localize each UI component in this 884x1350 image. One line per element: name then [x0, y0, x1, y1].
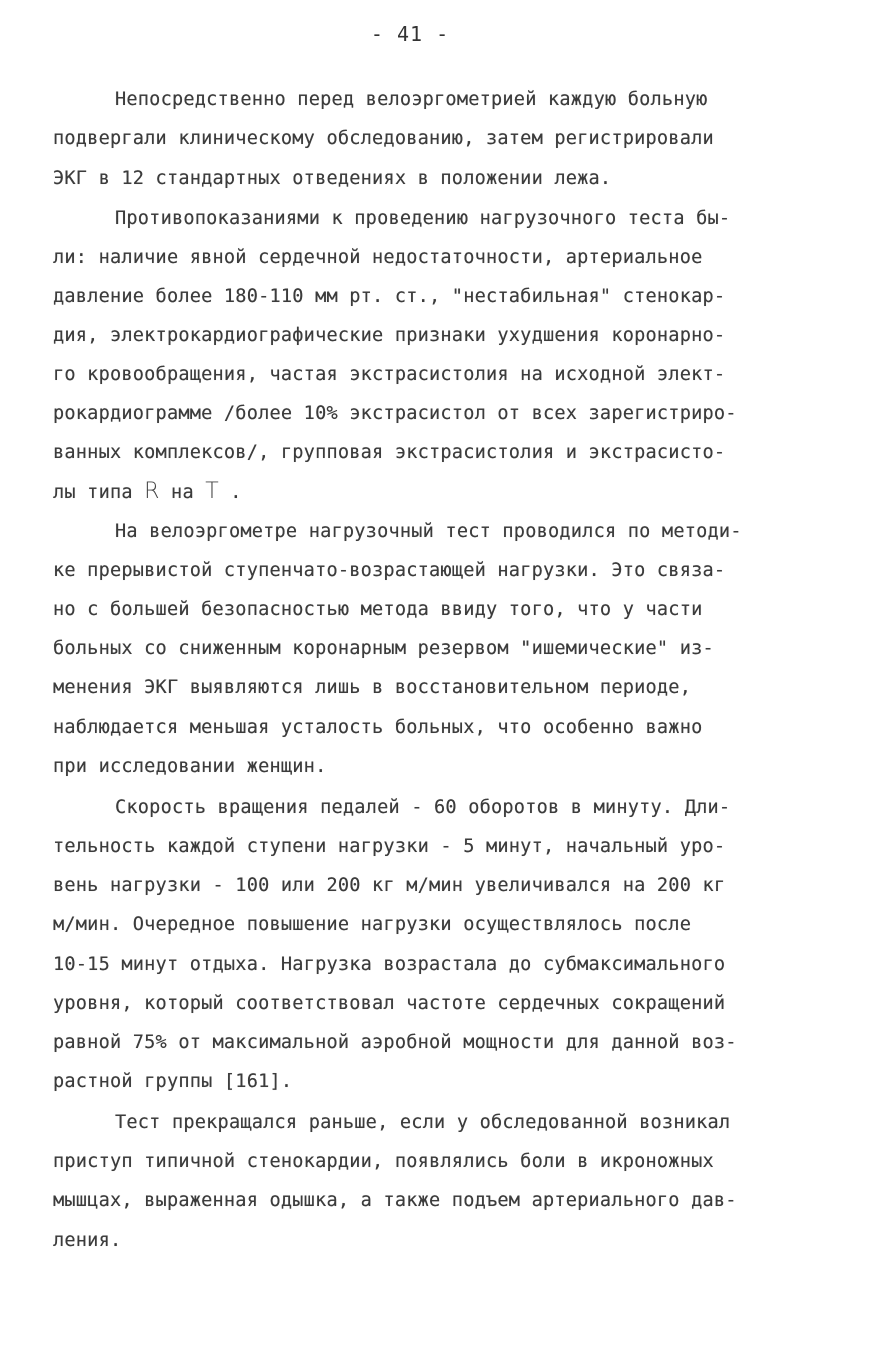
page-number: - 41 -	[370, 22, 450, 46]
handwritten-letter-r: R	[144, 479, 160, 504]
text-line: ЭКГ в 12 стандартных отведениях в положении лежа.	[53, 168, 612, 189]
text-line: ке прерывистой ступенчато-возрастающей нагрузки. Это связа-	[53, 560, 726, 581]
text-line: больных со сниженным коронарным резервом "ишемические" из-	[53, 638, 714, 659]
text-line: На велоэргометре нагрузочный тест проводился по методи-	[115, 521, 742, 542]
text-line: 10-15 минут отдыха. Нагрузка возрастала до субмаксимального	[53, 954, 726, 975]
text-line: м/мин. Очередное повышение нагрузки осуществлялось после	[53, 914, 692, 935]
text-line: го кровообращения, частая экстрасистолия на исходной элект-	[53, 364, 726, 385]
text-line-with-handwriting	[53, 480, 242, 505]
text-line: приступ типичной стенокардии, появлялись боли в икроножных	[53, 1151, 714, 1172]
text-line: менения ЭКГ выявляются лишь в восстановительном периоде,	[53, 677, 692, 698]
text-line: ления.	[53, 1230, 122, 1251]
text-line: вень нагрузки - 100 или 200 кг м/мин увеличивался на 200 кг	[53, 875, 726, 896]
text-line: дия, электрокардиографические признаки ухудшения коронарно-	[53, 325, 726, 346]
text-fragment: на	[159, 482, 206, 503]
handwritten-letter-t: T	[205, 479, 219, 504]
text-line: давление более 180-110 мм рт. ст., "нестабильная" стенокар-	[53, 286, 726, 307]
text-fragment: .	[218, 482, 242, 503]
text-fragment: лы типа	[53, 482, 145, 503]
text-line: рокардиограмме /более 10% экстрасистол от всех зарегистриро-	[53, 403, 737, 424]
text-line: ванных комплексов/, групповая экстрасистолия и экстрасисто-	[53, 442, 726, 463]
text-line: уровня, который соответствовал частоте сердечных сокращений	[53, 993, 726, 1014]
text-line: Противопоказаниями к проведению нагрузочного теста бы-	[115, 208, 731, 229]
text-line: при исследовании женщин.	[53, 756, 327, 777]
text-line: наблюдается меньшая усталость больных, что особенно важно	[53, 717, 703, 738]
text-line: но с большей безопасностью метода ввиду того, что у части	[53, 599, 703, 620]
text-line: тельность каждой ступени нагрузки - 5 минут, начальный уро-	[53, 836, 726, 857]
text-line: мышцах, выраженная одышка, а также подъем артериального дав-	[53, 1190, 737, 1211]
text-line: ли: наличие явной сердечной недостаточности, артериальное	[53, 247, 703, 268]
text-line: растной группы [161].	[53, 1071, 293, 1092]
text-line: Тест прекращался раньше, если у обследованной возникал	[115, 1112, 731, 1133]
text-line: равной 75% от максимальной аэробной мощности для данной воз-	[53, 1032, 737, 1053]
text-line: Скорость вращения педалей - 60 оборотов в минуту. Дли-	[115, 797, 731, 818]
text-line: Непосредственно перед велоэргометрией каждую больную	[115, 89, 708, 110]
text-line: подвергали клиническому обследованию, затем регистрировали	[53, 128, 714, 149]
